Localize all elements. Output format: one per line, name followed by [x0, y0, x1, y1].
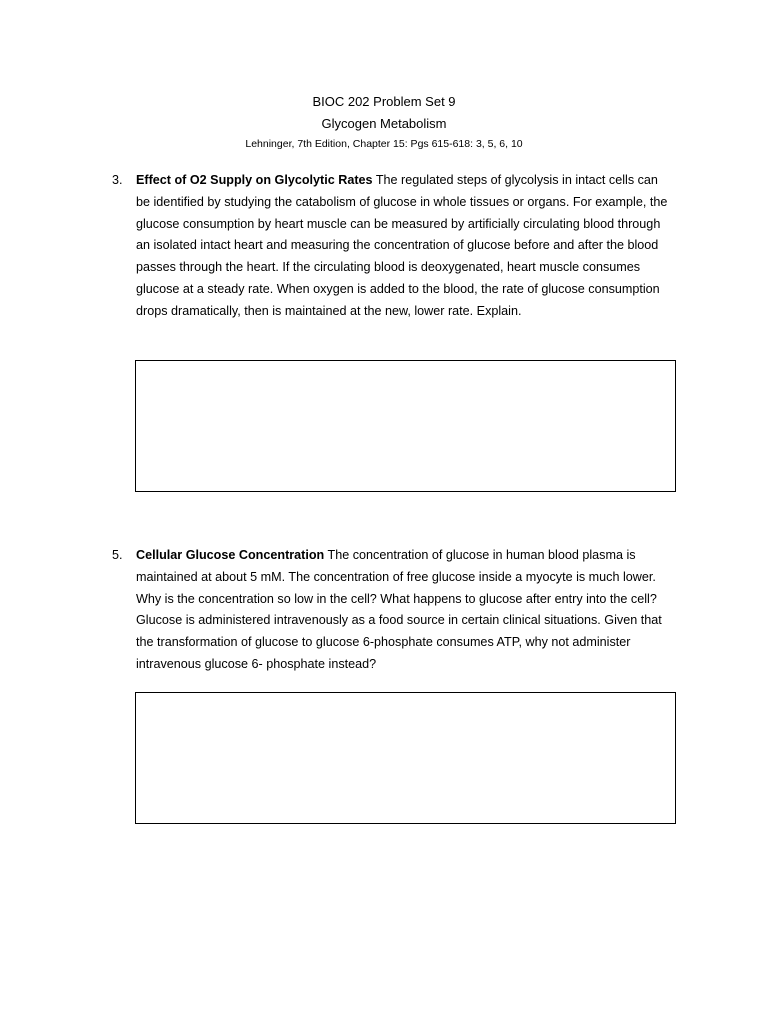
document-subtitle: Glycogen Metabolism: [321, 116, 447, 131]
document-title: BIOC 202 Problem Set 9: [312, 94, 456, 109]
question-text: [136, 170, 672, 323]
textbook-reference: Lehninger, 7th Edition, Chapter 15: Pgs 615-618: 3, 5, 6, 10: [245, 138, 523, 150]
answer-box-question-5[interactable]: [135, 692, 676, 824]
question-body: The concentration of glucose in human blood plasma is maintained at about 5 mM. The concentration of free glucose inside a myocyte is much lower. Why is the concentration so low in the cell? What happens to glucose after entry into the cell? Glucose is administered intravenously as a food source in certain clinical situations. Given that the transformation of glucose to glucose 6-phosphate consumes ATP, why not administer intravenous glucose 6- phosphate instead?: [136, 548, 662, 671]
question-title: Effect of O2 Supply on Glycolytic Rates: [136, 173, 373, 187]
question-title: Cellular Glucose Concentration: [136, 548, 325, 562]
question-text: [136, 545, 672, 676]
question-number: 5.: [112, 548, 123, 562]
question-number: 3.: [112, 173, 123, 187]
question-body: The regulated steps of glycolysis in intact cells can be identified by studying the catabolism of glucose in whole tissues or organs. For example, the glucose consumption by heart muscle can be measured by artificially circulating blood through an isolated intact heart and measuring the concentration of glucose before and after the blood passes through the heart. If the circulating blood is deoxygenated, heart muscle consumes glucose at a steady rate. When oxygen is added to the blood, the rate of glucose consumption drops dramatically, then is maintained at the new, lower rate. Explain.: [136, 173, 668, 318]
answer-box-question-3[interactable]: [135, 360, 676, 492]
